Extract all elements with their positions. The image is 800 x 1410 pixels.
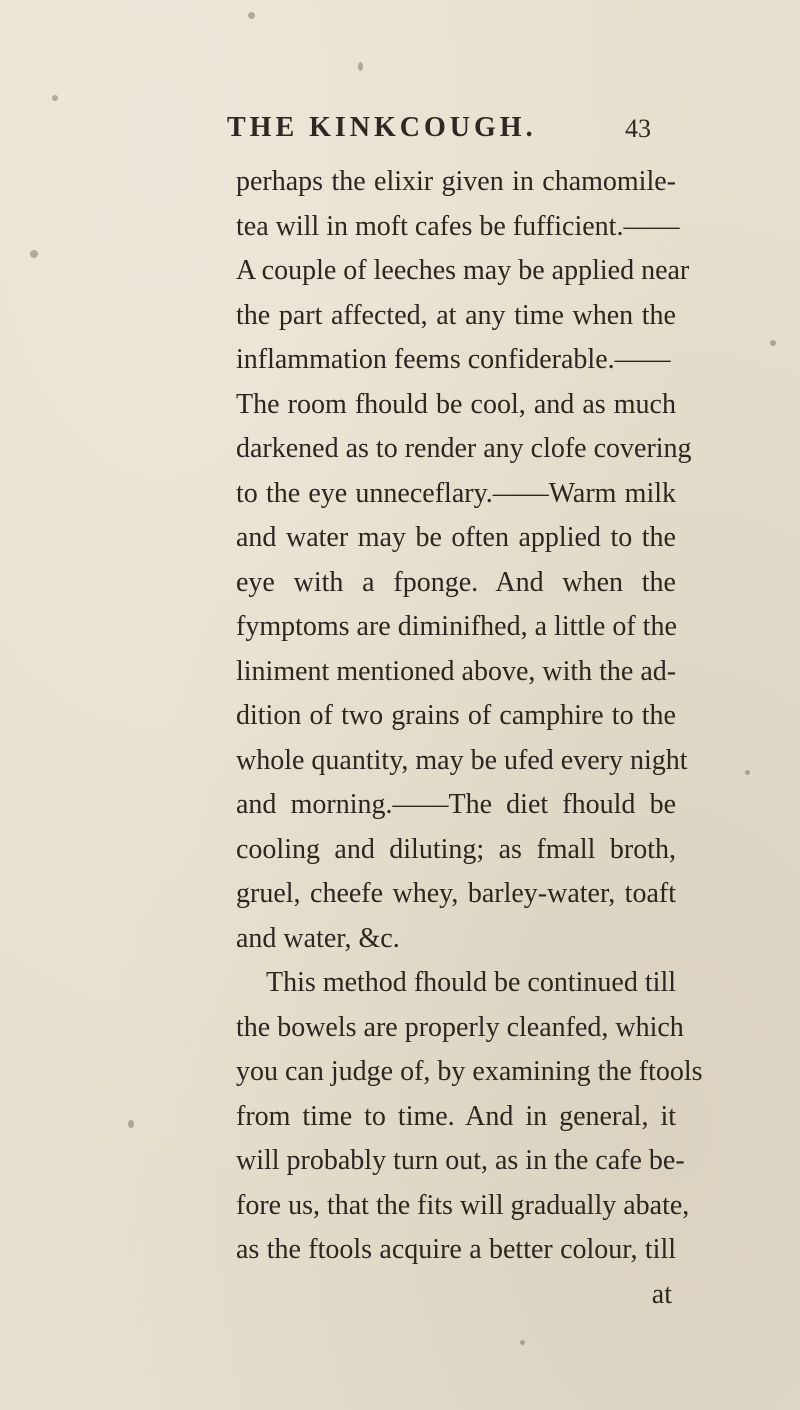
page-number: 43 bbox=[625, 114, 651, 143]
text-line: gruel, cheefe whey, barley-water, toaft bbox=[236, 878, 676, 909]
text-line: eye with a fponge. And when the bbox=[236, 566, 676, 598]
text-line: inflammation feems confiderable.—— bbox=[236, 344, 671, 375]
text-line: darkened as to render any clofe covering bbox=[236, 433, 692, 464]
paper-speck bbox=[520, 1340, 525, 1345]
text-line: A couple of leeches may be applied near bbox=[236, 255, 690, 286]
text-line: the part affected, at any time when the bbox=[236, 299, 676, 331]
text-line: tea will in moft cafes be fufficient.—— bbox=[236, 210, 680, 242]
text-line: from time to time. And in general, it bbox=[236, 1100, 676, 1132]
text-line: fymptoms are diminifhed, a little of the bbox=[236, 611, 677, 642]
text-line: cooling and diluting; as fmall broth, bbox=[236, 833, 676, 865]
text-line: perhaps the elixir given in chamomile- bbox=[236, 166, 676, 197]
text-line: and water may be often applied to the bbox=[236, 522, 676, 553]
text-line: to the eye unneceflary.——Warm milk bbox=[236, 477, 676, 509]
text-line: will probably turn out, as in the cafe be- bbox=[236, 1145, 685, 1176]
paper-speck bbox=[248, 12, 255, 19]
paper-speck bbox=[128, 1120, 134, 1128]
catchword: at bbox=[651, 1278, 672, 1310]
text-line: as the ftools acquire a better colour, till bbox=[236, 1234, 676, 1265]
running-head bbox=[0, 112, 800, 152]
text-line: This method fhould be continued till bbox=[266, 967, 676, 998]
body-text bbox=[236, 160, 703, 1317]
text-line: and morning.——The diet fhould be bbox=[236, 789, 676, 820]
text-line: liniment mentioned above, with the ad- bbox=[236, 655, 677, 687]
text-line: dition of two grains of camphire to the bbox=[236, 700, 676, 731]
paper-speck bbox=[358, 62, 363, 71]
paper-speck bbox=[30, 250, 38, 258]
text-line: The room fhould be cool, and as much bbox=[236, 388, 676, 420]
paper-speck bbox=[745, 770, 750, 775]
text-line: whole quantity, may be ufed every night bbox=[236, 744, 688, 776]
text-line: and water, &c. bbox=[236, 922, 400, 954]
text-line: the bowels are properly cleanfed, which bbox=[236, 1011, 684, 1043]
running-title: THE KINKCOUGH. bbox=[227, 112, 537, 143]
text-line: you can judge of, by examining the ftools bbox=[236, 1056, 703, 1087]
text-line: fore us, that the fits will gradually abate, bbox=[236, 1189, 690, 1221]
paper-speck bbox=[770, 340, 776, 346]
paper-speck bbox=[52, 95, 58, 101]
